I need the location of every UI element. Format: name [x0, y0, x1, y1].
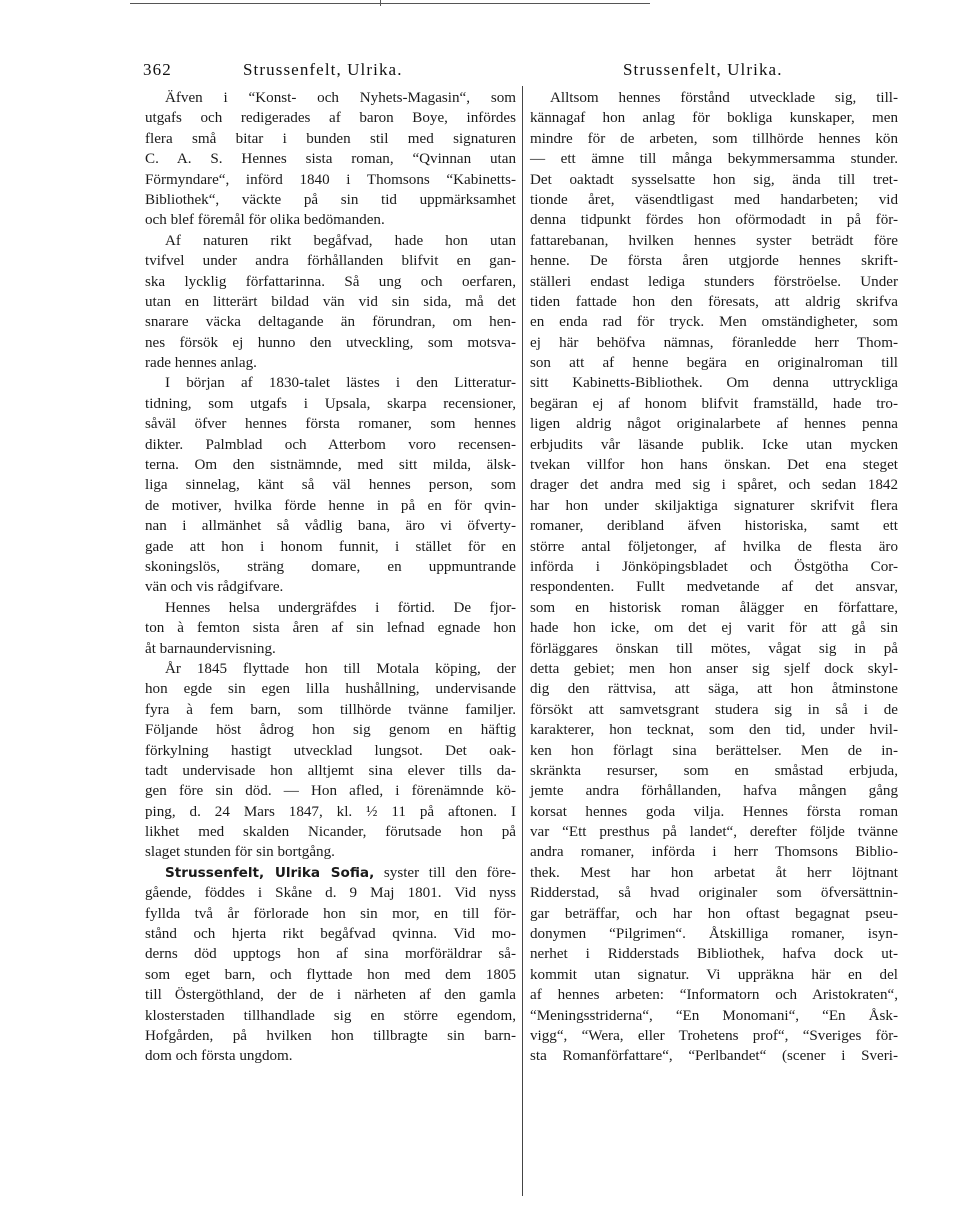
text-line: en enda rad för tryck. Men omständigheter, som	[530, 314, 898, 331]
text-line: henne. De första åren utgjorde hennes skrift-	[530, 253, 898, 270]
text-line: drager det andra med sig i spåret, och sedan 1842	[530, 477, 898, 494]
right-column	[530, 88, 898, 1067]
text-line: likhet med skalden Nicander, förutsade hon på	[145, 824, 516, 841]
text-line: karakterer, hon tecknat, som den tid, under hvil-	[530, 722, 898, 739]
text-line: dom och första ungdom.	[145, 1048, 293, 1065]
text-line: skoningslös, sträng domare, en uppmuntrande	[145, 558, 516, 575]
text-line: — ett ämne till många bekymmersamma stunder.	[530, 151, 898, 168]
running-head-left: Strussenfelt, Ulrika.	[243, 60, 403, 79]
text-line: åt barnaundervisning.	[145, 640, 276, 657]
text-line: Hofgården, på hvilken hon tillbragte sin barn-	[145, 1027, 516, 1044]
text-line: som en historisk roman ålägger en författare,	[530, 599, 898, 616]
column-divider	[522, 86, 523, 1196]
text-line: terna. Om den sistnämnde, med sitt milda, älsk-	[145, 457, 516, 474]
text-line: C. A. S. Hennes sista roman, “Qvinnan utan	[145, 151, 516, 168]
text-line: Af naturen rikt begåfvad, hade hon utan	[165, 232, 516, 249]
text-line: fyllda två år förlorade hon sin mor, en till för-	[145, 905, 516, 922]
text-line: denna tidpunkt fördes hon oförmodadt in på för-	[530, 212, 898, 229]
text-line: förkylning hastigt utvecklad lungsot. Det oak-	[145, 742, 516, 759]
text-line: tadt undervisade hon alltjemt sina elever tills da-	[145, 762, 516, 779]
text-line: såväl öfver hennes första romaner, som hennes	[145, 416, 516, 433]
text-line: andra romaner, införda i herr Thomsons Biblio-	[530, 844, 898, 861]
text-line: ligen aldrig något originalarbete af hennes penna	[530, 416, 898, 433]
entry-heading: Strussenfelt, Ulrika Sofia,	[165, 864, 375, 881]
text-line: flera små bitar i bunden stil med signaturen	[145, 130, 516, 147]
text-line: Hennes helsa undergräfdes i förtid. De fjor-	[165, 599, 516, 616]
text-line: År 1845 flyttade hon till Motala köping, der	[165, 660, 516, 677]
text-line: son att af henne begära en originalroman till	[530, 355, 898, 372]
text-line: nerhet i Ridderstads Bibliothek, hafva dock ut-	[530, 946, 898, 963]
text-line: gående, föddes i Skåne d. 9 Maj 1801. Vid nyss	[145, 885, 516, 902]
text-line: vigg“, “Wera, eller Trohetens prof“, “Sveriges för-	[530, 1027, 898, 1044]
text-line: ställeri endast lediga stunders förströelse. Under	[530, 273, 898, 290]
text-line	[145, 863, 516, 883]
text-line: slaget stunden för sin bortgång.	[145, 844, 335, 861]
text-line: sitt Kabinetts-Bibliothek. Om denna uttryckliga	[530, 375, 898, 392]
left-column	[145, 88, 516, 1067]
text-line: stånd och hjerta rikt begåfvad qvinna. Vid mo-	[145, 926, 516, 943]
text-line: begäran ej af honom blifvit framställd, hade tro-	[530, 395, 898, 412]
text-line: vän och vis rådgifvare.	[145, 579, 284, 596]
text-line: fattarebanan, hvilken hennes syster beträdt före	[530, 232, 898, 249]
text-line: thek. Mest har hon arbetat åt herr löjtnant	[530, 864, 898, 881]
text-line: Ridderstad, så hvad originaler som öfversättnin-	[530, 885, 898, 902]
text-line: skränkta resurser, som en småstad erbjuda,	[530, 762, 898, 779]
text-line: mindre för de arbeten, som tillhörde hennes kön	[530, 130, 898, 147]
text-line: Äfven i “Konst- och Nyhets-Magasin“, som	[165, 90, 516, 106]
text-line: ska lycklig författarinna. Så ung och oerfaren,	[145, 273, 516, 290]
text-line: tiden fattade hon den föresats, att aldrig skrifva	[530, 293, 898, 310]
text-line: införda i Jönköpingsbladet och Östgötha Cor-	[530, 558, 898, 575]
text-line: af hennes arbeten: “Informatorn och Aristokraten“,	[530, 987, 898, 1004]
text-line: utgafs och redigerades af baron Boye, infördes	[145, 110, 516, 127]
text-line: sta Romanförfattare“, “Perlbandet“ (scener i Sveri-	[530, 1048, 898, 1065]
text-line: respondenten. Fullt medvetande af det ansvar,	[530, 579, 898, 596]
text-line: Förmyndare“, införd 1840 i Thomsons “Kabinetts-	[145, 171, 516, 188]
text-line: fyra à fem barn, som tillhörde tvänne familjer.	[145, 701, 516, 718]
text-line: försökt att samvetsgrant studera sig in så i de	[530, 701, 898, 718]
text-line: I början af 1830-talet lästes i den Litteratur-	[165, 375, 516, 392]
running-head-right: Strussenfelt, Ulrika.	[623, 60, 783, 79]
text-line: gen före sin död. — Hon afled, i förenämnde kö-	[145, 783, 516, 800]
text-line: ton à femton sista åren af sin lefnad egnade hon	[145, 620, 516, 637]
text-line: korsat hennes goda vilja. Hennes första roman	[530, 803, 898, 820]
text-line: tvifvel under andra förhållanden blifvit en gan-	[145, 253, 516, 270]
text-line: Alltsom hennes förstånd utvecklade sig, till-	[550, 90, 898, 106]
text-line: klosterstaden tillhandlade sig en större egendom,	[145, 1007, 516, 1024]
text-line: liga sinnelag, känt så väl hennes person, som	[145, 477, 516, 494]
text-line: nes försök ej hunno den utveckling, som motsva-	[145, 334, 516, 351]
text-line: till Östergöthland, der de i närheten af den gamla	[145, 987, 516, 1004]
text-line: tidning, som utgafs i Upsala, skarpa recensioner,	[145, 395, 516, 412]
text-line: som eget barn, och flyttade hon med dem 1805	[145, 966, 516, 983]
text-line: nan i allmänhet så vådlig bana, äro vi öfverty-	[145, 518, 516, 535]
text-line: har hon under skiljaktiga signaturer skrifvit flera	[530, 497, 898, 514]
text-line: ping, d. 24 Mars 1847, kl. ½ 11 på aftonen. I	[145, 803, 516, 820]
text-line: dikter. Palmblad och Atterbom voro recensen-	[145, 436, 516, 453]
text-line: tvekan villfor hon hans önskan. Det ena steget	[530, 457, 898, 474]
text-line: och blef föremål för olika bedömanden.	[145, 212, 385, 229]
text-line: detta gebiet; men hon anser sig sjelf dock skyl-	[530, 660, 898, 677]
text-line: “Meningsstriderna“, “En Monomani“, “En Åsk-	[530, 1007, 898, 1024]
text-line: förläggares önskan till mötes, vågat sig in på	[530, 640, 898, 657]
text-line: kännagaf hon anlag för bokliga kunskaper, men	[530, 110, 898, 127]
text-line: rade hennes anlag.	[145, 355, 257, 372]
top-rule	[130, 3, 650, 4]
text-line: snarare väcka deltagande än förundran, om hen-	[145, 314, 516, 331]
text-line: tionde året, väsendtligast med handarbeten; vid	[530, 191, 898, 208]
text-line: dig den rättvisa, att säga, att hon åtminstone	[530, 681, 898, 698]
text-line: gade att hon i honom funnit, i stället för en	[145, 538, 516, 555]
text-line: utan en litterärt bildad vän vid sin sida, må det	[145, 293, 516, 310]
text-line-rest: syster till den före-	[383, 864, 516, 881]
text-line: erbjudits vår läsande publik. Icke utan mycken	[530, 436, 898, 453]
text-line: gar beträffar, och har hon oftast begagnat pseu-	[530, 905, 898, 922]
text-line: var “Ett presthus på landet“, derefter följde tvänne	[530, 824, 898, 841]
text-line: kommit utan signatur. Vi uppräkna här en del	[530, 966, 898, 983]
text-line: Det oaktadt sysselsatte hon sig, ända till tret-	[530, 171, 898, 188]
text-line: jemte andra förhållanden, hafva mången gång	[530, 783, 898, 800]
text-line: ken hon förlagt sina berättelser. Men de in-	[530, 742, 898, 759]
text-line: Följande höst ådrog hon sig genom en häftig	[145, 722, 516, 739]
top-rule-mark	[380, 0, 381, 6]
text-line: de motiver, hvilka förde henne in på en för qvin-	[145, 497, 516, 514]
text-line: hade hon icke, om det ej varit för att gå sin	[530, 620, 898, 637]
text-line: donymen “Pilgrimen“. Åtskilliga romaner, isyn-	[530, 926, 898, 943]
text-line: derns död upptogs hon af sina morföräldrar så-	[145, 946, 516, 963]
page-number: 362	[143, 60, 172, 79]
text-line: Bibliothek“, väckte på sin tid uppmärksamhet	[145, 191, 516, 208]
text-line: hon egde sin egen lilla hushållning, undervisande	[145, 681, 516, 698]
text-line: ej här behöfva nämnas, föranledde herr Thom-	[530, 334, 898, 351]
text-line: romaner, deribland äfven historiska, samt ett	[530, 518, 898, 535]
text-line: större antal följetonger, af hvilka de flesta äro	[530, 538, 898, 555]
